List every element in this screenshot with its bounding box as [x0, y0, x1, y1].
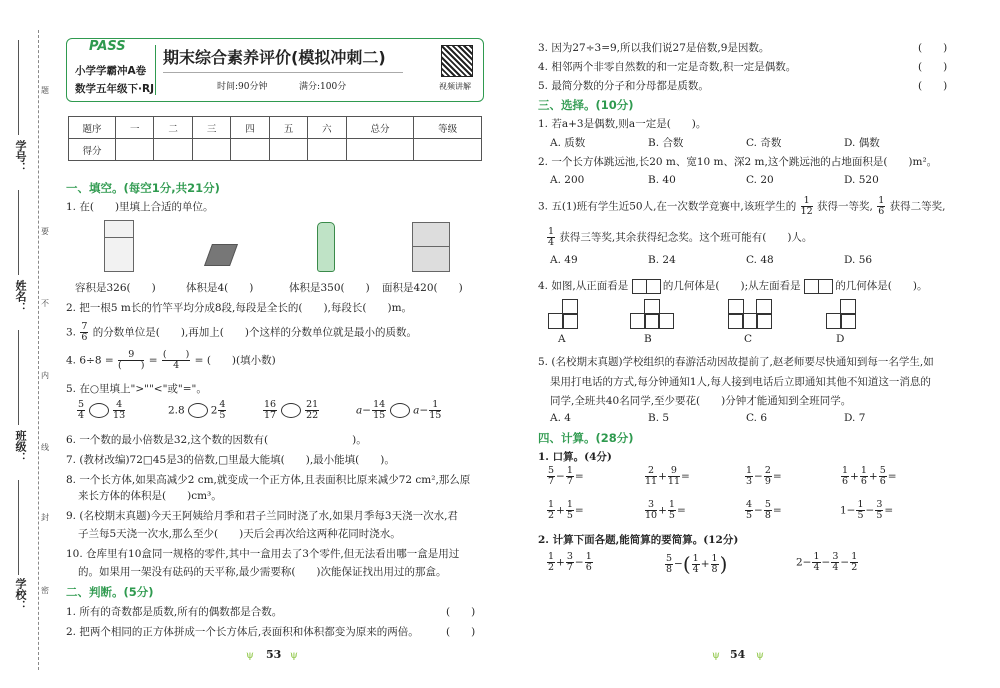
seal-char: 封 — [41, 513, 49, 522]
seal-char: 题 — [41, 86, 49, 95]
unit-1: 容积是326( ) — [75, 282, 156, 294]
table-cell: 六 — [308, 117, 346, 139]
option[interactable]: A. 200 — [550, 174, 585, 186]
judge-1-answer[interactable]: ( ) — [446, 606, 476, 618]
soccer-field-icon — [412, 222, 450, 272]
exam-score: 满分:100分 — [299, 82, 347, 92]
section-title-calc: 四、计算。(28分) — [538, 431, 634, 445]
option[interactable]: D. 520 — [844, 174, 879, 186]
figure-label: B — [644, 333, 652, 345]
question-1-9b: 子兰每5天浇一次水,那么至少( )天后会再次给这两种花同时浇水。 — [78, 528, 401, 540]
seal-char: 线 — [41, 443, 49, 452]
question-1-8a: 8. 一个长方体,如果高减少2 cm,就变成一个正方体,且表面积比原来减少72 cm²,那么原 — [66, 474, 471, 486]
table-cell: 五 — [269, 117, 307, 139]
compare-4: a− $\frac{14}{15}$ a− $\frac{1}{15}$ — [356, 399, 442, 421]
question-1-1: 1. 在( )里填上合适的单位。 — [66, 201, 214, 213]
question-1-8b: 来长方体的体积是( )cm³。 — [78, 490, 222, 502]
oral-calc: $\frac{1}{2}$ + $\frac{1}{5}$ = — [548, 499, 584, 521]
written-calc: $\frac{5}{8}$ −( $\frac{1}{4}$ + $\frac{1}{8}$ ) — [666, 552, 728, 576]
calc-part-2: 2. 计算下面各题,能简算的要简算。(12分) — [538, 534, 739, 546]
table-cell: 二 — [154, 117, 192, 139]
qr-code-icon[interactable] — [441, 45, 473, 77]
compare-3: $\frac{16}{17}$ $\frac{21}{22}$ — [264, 399, 319, 421]
question-1-7: 7. (教材改编)72□45是3的倍数,□里最大能填( ),最小能填( )。 — [66, 454, 395, 466]
oral-calc: 1− $\frac{1}{5}$ − $\frac{3}{5}$ = — [840, 499, 894, 521]
table-cell: 总分 — [346, 117, 414, 139]
question-1-6: 6. 一个数的最小倍数是32,这个数的因数有( )。 — [66, 434, 367, 446]
exam-time: 时间:90分钟 — [217, 82, 268, 92]
table-cell: 一 — [116, 117, 154, 139]
option[interactable]: C. 6 — [746, 412, 768, 424]
seal-char: 不 — [41, 299, 49, 308]
choice-5a: 5. (名校期末真题)学校组织的春游活动因故提前了,赵老师要尽快通知到每一名学生,如 — [538, 356, 934, 368]
sprout-icon: ψ — [246, 650, 254, 661]
score-input[interactable] — [154, 139, 192, 161]
logo: PASS — [89, 39, 126, 54]
page-number-right: 54 — [730, 648, 746, 661]
cube-figure-c[interactable] — [728, 303, 768, 329]
question-1-3: 3. $\frac{7}{6}$ 的分数单位是( ),再加上( )个这样的分数单位就是最小的质数。 — [66, 321, 417, 343]
section-title-choice: 三、选择。(10分) — [538, 98, 634, 112]
table-cell: 题序 — [69, 117, 116, 139]
option[interactable]: D. 偶数 — [844, 137, 880, 149]
name-label: 姓名： — [14, 280, 27, 313]
score-input[interactable] — [192, 139, 230, 161]
grade-name: 数学五年级下·RJ — [75, 83, 154, 95]
seal-char: 内 — [41, 371, 49, 380]
student-no-label: 学号： — [14, 140, 27, 173]
page-number-left: 53 — [266, 648, 282, 661]
unit-2: 体积是4( ) — [186, 282, 254, 294]
fridge-icon — [104, 220, 134, 272]
option[interactable]: A. 质数 — [550, 137, 586, 149]
class-label: 班级： — [14, 430, 27, 463]
score-input[interactable] — [308, 139, 346, 161]
seal-char: 密 — [41, 586, 49, 595]
judge-3-answer[interactable]: ( ) — [918, 42, 948, 54]
question-1-5: 5. 在○里填上">""<"或"="。 — [66, 383, 207, 395]
choice-5b: 果用打电话的方式,每分钟通知1人,每人接到电话后立即通知其他不知道这一消息的 — [550, 376, 931, 388]
score-input[interactable] — [116, 139, 154, 161]
compare-2: 2.8 2 $\frac{4}{5}$ — [168, 399, 226, 421]
question-1-9a: 9. (名校期末真题)今天王阿姨给月季和君子兰同时浇了水,如果月季每3天浇一次水,君 — [66, 510, 458, 522]
table-cell: 等级 — [414, 117, 482, 139]
seal-char: 要 — [41, 227, 49, 236]
judge-5: 5. 最简分数的分子和分母都是质数。 — [538, 80, 709, 92]
score-input[interactable] — [231, 139, 269, 161]
option[interactable]: C. 48 — [746, 254, 774, 266]
option[interactable]: B. 合数 — [648, 137, 684, 149]
judge-3: 3. 因为27÷3=9,所以我们说27是倍数,9是因数。 — [538, 42, 770, 54]
figure-label: D — [836, 333, 845, 345]
eraser-icon — [204, 244, 238, 266]
oral-calc: $\frac{5}{7}$ − $\frac{1}{7}$ = — [548, 465, 584, 487]
judge-4-answer[interactable]: ( ) — [918, 61, 948, 73]
question-1-4: 4. 6÷8 = $\frac{9}{( )}$ = $\frac{( )}{4}$ = ( )(填小数) — [66, 349, 276, 371]
table-cell: 三 — [192, 117, 230, 139]
option[interactable]: C. 奇数 — [746, 137, 782, 149]
written-calc: $\frac{1}{2}$ + $\frac{3}{7}$ − $\frac{1}{6}$ — [548, 551, 592, 573]
choice-3a: 3. 五(1)班有学生近50人,在一次数学竞赛中,该班学生的 $\frac{1}{12}$ 获得一等奖, $\frac{1}{6}$ 获得二等奖, — [538, 195, 946, 217]
score-input[interactable] — [269, 139, 307, 161]
question-1-2: 2. 把一根5 m长的竹竿平均分成8段,每段是全长的( ),每段长( )m。 — [66, 302, 413, 314]
compare-1: $\frac{5}{4}$ $\frac{4}{13}$ — [78, 399, 126, 421]
table-cell: 得分 — [69, 139, 116, 161]
unit-3: 体积是350( ) — [289, 282, 370, 294]
choice-4: 4. 如图,从正面看是 的几何体是( );从左面看是 的几何体是( )。 — [538, 280, 928, 292]
series-name: 小学学霸冲A卷 — [75, 65, 147, 77]
choice-5c: 同学,全班共40名同学,至少要花( )分钟才能通知到全班同学。 — [550, 395, 852, 407]
option[interactable]: D. 56 — [844, 254, 873, 266]
oral-calc: $\frac{4}{5}$ − $\frac{5}{8}$ = — [746, 499, 782, 521]
option[interactable]: B. 5 — [648, 412, 670, 424]
choice-2: 2. 一个长方体跳远池,长20 m、宽10 m、深2 m,这个跳远池的占地面积是( )m²。 — [538, 156, 938, 168]
cube-figure-a[interactable] — [548, 303, 582, 329]
section-title-fill: 一、填空。(每空1分,共21分) — [66, 181, 220, 195]
oral-calc: $\frac{1}{6}$ + $\frac{1}{6}$ + $\frac{5}{6}$ = — [842, 465, 897, 487]
video-label: 视频讲解 — [439, 82, 471, 91]
cube-figure-b[interactable] — [630, 303, 670, 329]
option[interactable]: B. 24 — [648, 254, 676, 266]
calc-part-1: 1. 口算。(4分) — [538, 451, 612, 463]
sprout-icon: ψ — [756, 650, 764, 661]
written-calc: 2− $\frac{1}{4}$ − $\frac{3}{4}$ − $\frac{1}{2}$ — [796, 551, 858, 573]
section-title-judge: 二、判断。(5分) — [66, 585, 154, 599]
unit-4: 面积是420( ) — [382, 282, 463, 294]
header-banner — [66, 38, 484, 102]
table-cell: 四 — [231, 117, 269, 139]
score-table — [68, 116, 482, 161]
option[interactable]: C. 20 — [746, 174, 774, 186]
figure-label: C — [744, 333, 753, 345]
option[interactable]: B. 40 — [648, 174, 676, 186]
oral-calc: $\frac{3}{10}$ + $\frac{1}{5}$ = — [645, 499, 686, 521]
page-title: 期末综合素养评价(模拟冲刺二) — [163, 48, 386, 67]
judge-5-answer[interactable]: ( ) — [918, 80, 948, 92]
figure-label: A — [558, 333, 566, 345]
bottle-icon — [317, 222, 335, 272]
score-input[interactable] — [414, 139, 482, 161]
score-input[interactable] — [346, 139, 414, 161]
cube-figure-d[interactable] — [826, 303, 860, 329]
choice-3b: $\frac{1}{4}$ 获得三等奖,其余获得纪念奖。这个班可能有( )人。 — [548, 226, 813, 248]
judge-2-answer[interactable]: ( ) — [446, 626, 476, 638]
question-1-10b: 的。如果用一架没有砝码的天平称,最少需要称( )次能保证找出用过的那盒。 — [78, 566, 447, 578]
judge-4: 4. 相邻两个非零自然数的和一定是奇数,积一定是偶数。 — [538, 61, 797, 73]
oral-calc: $\frac{1}{3}$ − $\frac{2}{9}$ = — [746, 465, 782, 487]
oral-calc: $\frac{2}{11}$ + $\frac{9}{11}$ = — [645, 465, 690, 487]
school-label: 学校： — [14, 578, 27, 611]
question-1-10a: 10. 仓库里有10盒同一规格的零件,其中一盒用去了3个零件,但无法看出哪一盒是用过 — [66, 548, 460, 560]
judge-1: 1. 所有的奇数都是质数,所有的偶数都是合数。 — [66, 606, 283, 618]
sprout-icon: ψ — [712, 650, 720, 661]
option[interactable]: D. 7 — [844, 412, 866, 424]
option[interactable]: A. 4 — [550, 412, 571, 424]
judge-2: 2. 把两个相同的正方体拼成一个长方体后,表面积和体积都变为原来的两倍。 — [66, 626, 419, 638]
sprout-icon: ψ — [290, 650, 298, 661]
choice-1: 1. 若a+3是偶数,则a一定是( )。 — [538, 118, 707, 130]
option[interactable]: A. 49 — [550, 254, 578, 266]
